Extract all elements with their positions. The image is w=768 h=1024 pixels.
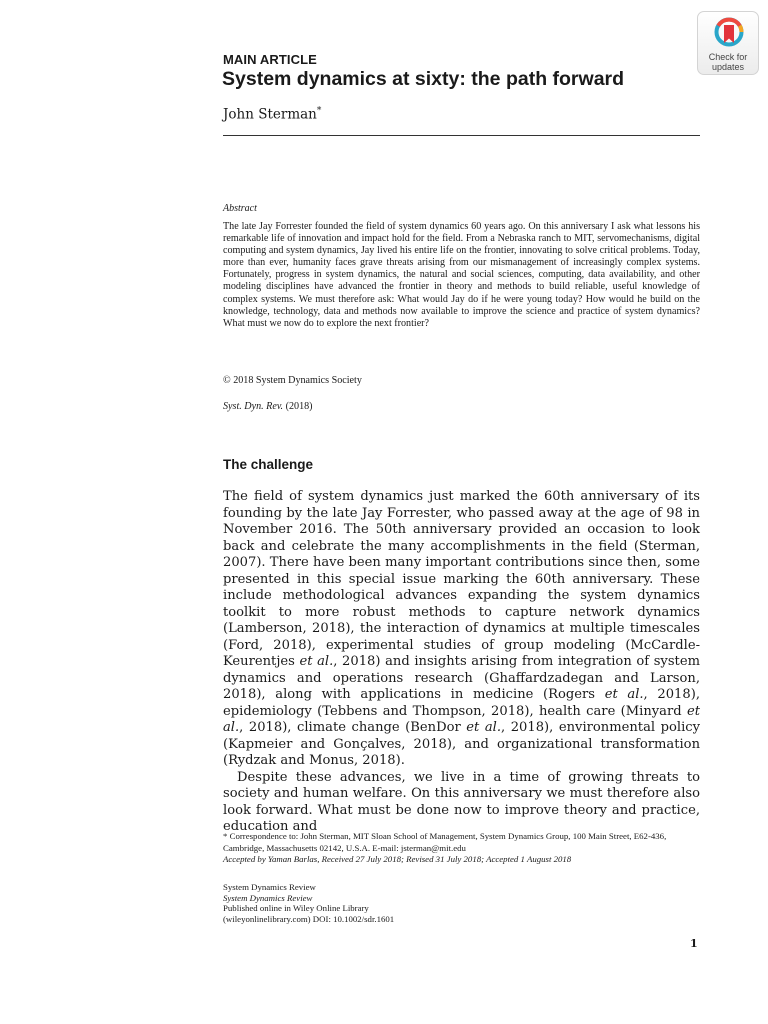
text-run: , 2018) and insights arising from integration of system dynamics and operations research (Ghaffardzadegan and Larson, 2018), along with applications in medicine (Rogers xyxy=(223,654,700,702)
journal-name-italic: System Dynamics Review xyxy=(223,892,313,903)
body-paragraph xyxy=(223,489,700,770)
bookmark-ring-icon xyxy=(714,17,744,51)
section-heading: The challenge xyxy=(223,457,314,472)
author-name[interactable]: John Sterman xyxy=(223,106,317,123)
check-for-updates-badge[interactable] xyxy=(697,11,759,75)
header-rule xyxy=(223,135,700,136)
body-text xyxy=(223,489,700,836)
copyright-line: © 2018 System Dynamics Society xyxy=(223,375,362,386)
check-for-updates-label[interactable]: Check for updates xyxy=(708,52,748,72)
text-run: et al. xyxy=(604,687,644,702)
journal-info xyxy=(223,882,394,924)
body-paragraph: Despite these advances, we live in a time of growing threats to society and human welfare. On this anniversary we must therefore also look forward. What must be done now to improve theory and practice, education and xyxy=(223,769,700,834)
text-run: The field of system dynamics just marked the 60th anniversary of its founding by the late Jay Forrester, who passed away at the age of 98 in November 2016. The 50th anniversary provided an occasion to look back and celebrate the many accomplishments in the field (Sterman, 2007). There have been many important contributions since then, some presented in this special issue marking the 60th anniversary. These include methodological advances expanding the system dynamics toolkit to more robust methods to capture network dynamics (Lamberson, 2018), the interaction of dynamics at multiple timescales (Ford, 2018), experimental studies of group modeling (McCardle-Keurentjes xyxy=(223,489,700,669)
text-run: et al. xyxy=(466,720,502,735)
citation-journal: Syst. Dyn. Rev. xyxy=(223,401,284,412)
correspondence-note: * Correspondence to: John Sterman, MIT Sloan School of Management, System Dynamics Group, 100 Main Street, E62-436, Cambridge, Massachusetts 02142, U.S.A. E-mail: jsterman@mit.edu xyxy=(223,831,667,853)
text-run: et al. xyxy=(223,703,700,735)
citation-year: (2018) xyxy=(285,401,313,412)
text-run: et al. xyxy=(299,654,334,669)
footnote xyxy=(223,831,700,866)
article-title: System dynamics at sixty: the path forward xyxy=(222,68,625,90)
journal-name: System Dynamics Review xyxy=(223,882,316,892)
text-run: , 2018), epidemiology (Tebbens and Thompson, 2018), health care (Minyard xyxy=(223,687,700,719)
correspondence-mark: * xyxy=(316,106,322,116)
citation-line xyxy=(223,401,313,412)
doi-line[interactable]: (wileyonlinelibrary.com) DOI: 10.1002/sdr.1601 xyxy=(223,913,395,924)
page-number: 1 xyxy=(690,937,698,950)
abstract-text: The late Jay Forrester founded the field of system dynamics 60 years ago. On this anniversary I ask what lessons his remarkable life of innovation and impact hold for the field. From a Nebraska ranch to MIT, servomechanisms, digital computing and system dynamics, Jay lived his entire life on the frontier, innovating to solve critical problems. Today, more than ever, humanity faces grave threats arising from our mismanagement of increasingly complex systems. Fortunately, progress in system dynamics, the natural and social sciences, computing, data availability, and other modeling disciplines have advanced the frontier in theory and methods to build reliable, useful knowledge of complex systems. We must therefore ask: What would Jay do if he were young today? How would he build on the knowledge, technology, data and methods now available to improve the science and practice of system dynamics? What must we now do to explore the next frontier? xyxy=(223,221,700,329)
abstract-label: Abstract xyxy=(223,203,257,214)
author-line xyxy=(223,106,321,123)
section-label: MAIN ARTICLE xyxy=(223,52,317,67)
text-run: , 2018), environmental policy (Kapmeier and Gonçalves, 2018), and organizational transformation (Rydzak and Monus, 2018). xyxy=(223,720,700,768)
acceptance-note: Accepted by Yaman Barlas, Received 27 July 2018; Revised 31 July 2018; Accepted 1 August 2018 xyxy=(223,854,572,865)
text-run: , 2018), climate change (BenDor xyxy=(239,720,467,735)
publication-note: Published online in Wiley Online Library xyxy=(223,903,369,914)
